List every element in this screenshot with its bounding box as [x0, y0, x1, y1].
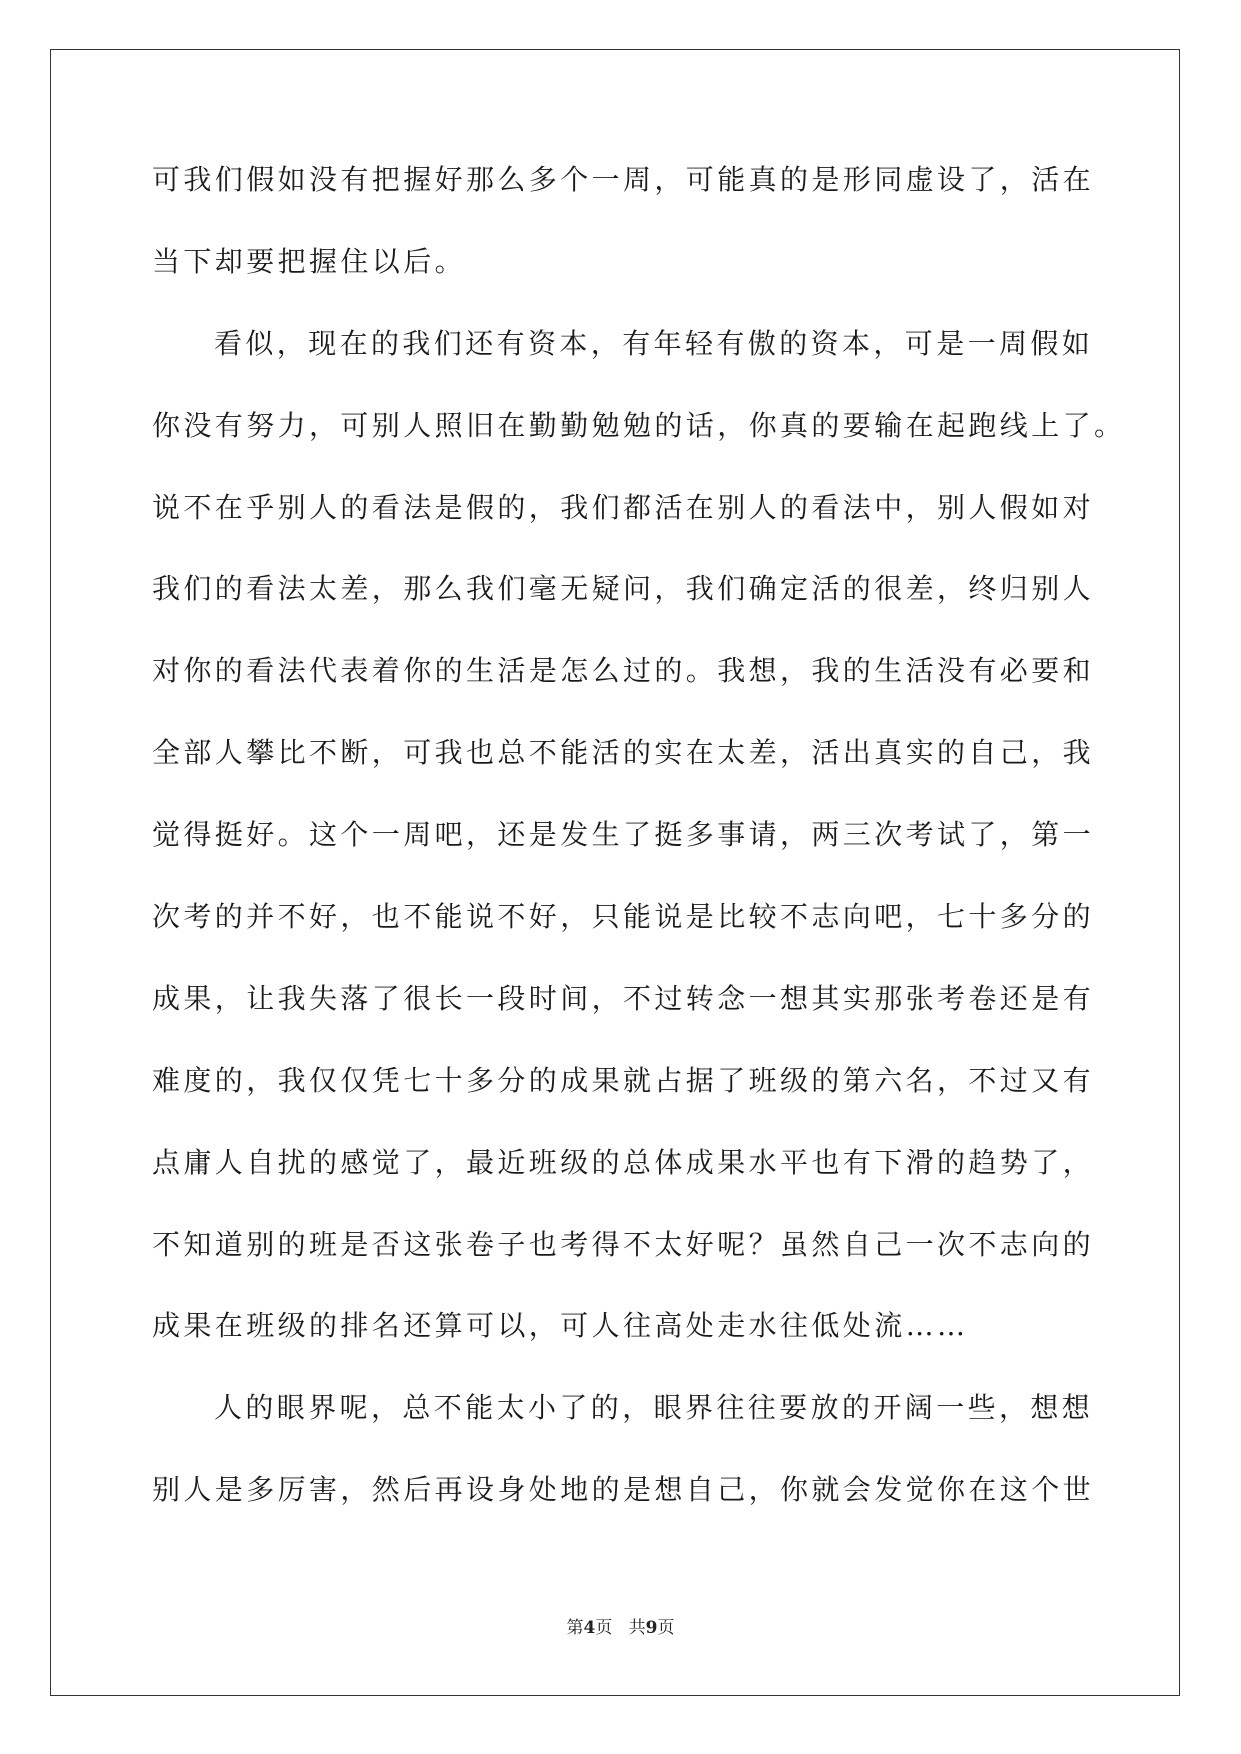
page-footer: [0, 1618, 1241, 1638]
text-line: 觉得挺好。这个一周吧，还是发生了挺多事请，两三次考试了，第一: [152, 818, 1095, 852]
text-line: 点庸人自扰的感觉了，最近班级的总体成果水平也有下滑的趋势了，: [152, 1145, 1095, 1179]
text-line: 人的眼界呢，总不能太小了的，眼界往往要放的开阔一些，想想: [214, 1391, 1094, 1425]
total-page-count: 9: [645, 1618, 658, 1638]
footer-suffix: 页: [657, 1618, 675, 1638]
text-line: 看似，现在的我们还有资本，有年轻有傲的资本，可是一周假如: [214, 326, 1094, 360]
text-line: 次考的并不好，也不能说不好，只能说是比较不志向吧，七十多分的: [152, 900, 1095, 934]
text-line: 别人是多厉害，然后再设身处地的是想自己，你就会发觉你在这个世: [152, 1473, 1095, 1507]
text-line: 当下却要把握住以后。: [152, 244, 467, 278]
current-page-number: 4: [583, 1618, 596, 1638]
text-line: 不知道别的班是否这张卷子也考得不太好呢？虽然自己一次不志向的: [152, 1227, 1095, 1261]
text-line: 可我们假如没有把握好那么多个一周，可能真的是形同虚设了，活在: [152, 163, 1095, 196]
document-body: [152, 163, 1126, 1558]
text-line: 难度的，我仅仅凭七十多分的成果就占据了班级的第六名，不过又有: [152, 1063, 1095, 1097]
footer-middle: 页 共: [595, 1618, 646, 1638]
text-line: 对你的看法代表着你的生活是怎么过的。我想，我的生活没有必要和: [152, 654, 1095, 688]
text-line: 说不在乎别人的看法是假的，我们都活在别人的看法中，别人假如对: [152, 490, 1095, 524]
text-line: 成果在班级的排名还算可以，可人往高处走水往低处流……: [152, 1309, 969, 1343]
text-line: 你没有努力，可别人照旧在勤勤勉勉的话，你真的要输在起跑线上了。: [152, 408, 1126, 442]
footer-prefix: 第: [566, 1618, 584, 1638]
text-line: 我们的看法太差，那么我们毫无疑问，我们确定活的很差，终归别人: [152, 572, 1095, 606]
text-line: 成果，让我失落了很长一段时间，不过转念一想其实那张考卷还是有: [152, 981, 1095, 1015]
text-line: 全部人攀比不断，可我也总不能活的实在太差，活出真实的自己，我: [152, 736, 1095, 770]
